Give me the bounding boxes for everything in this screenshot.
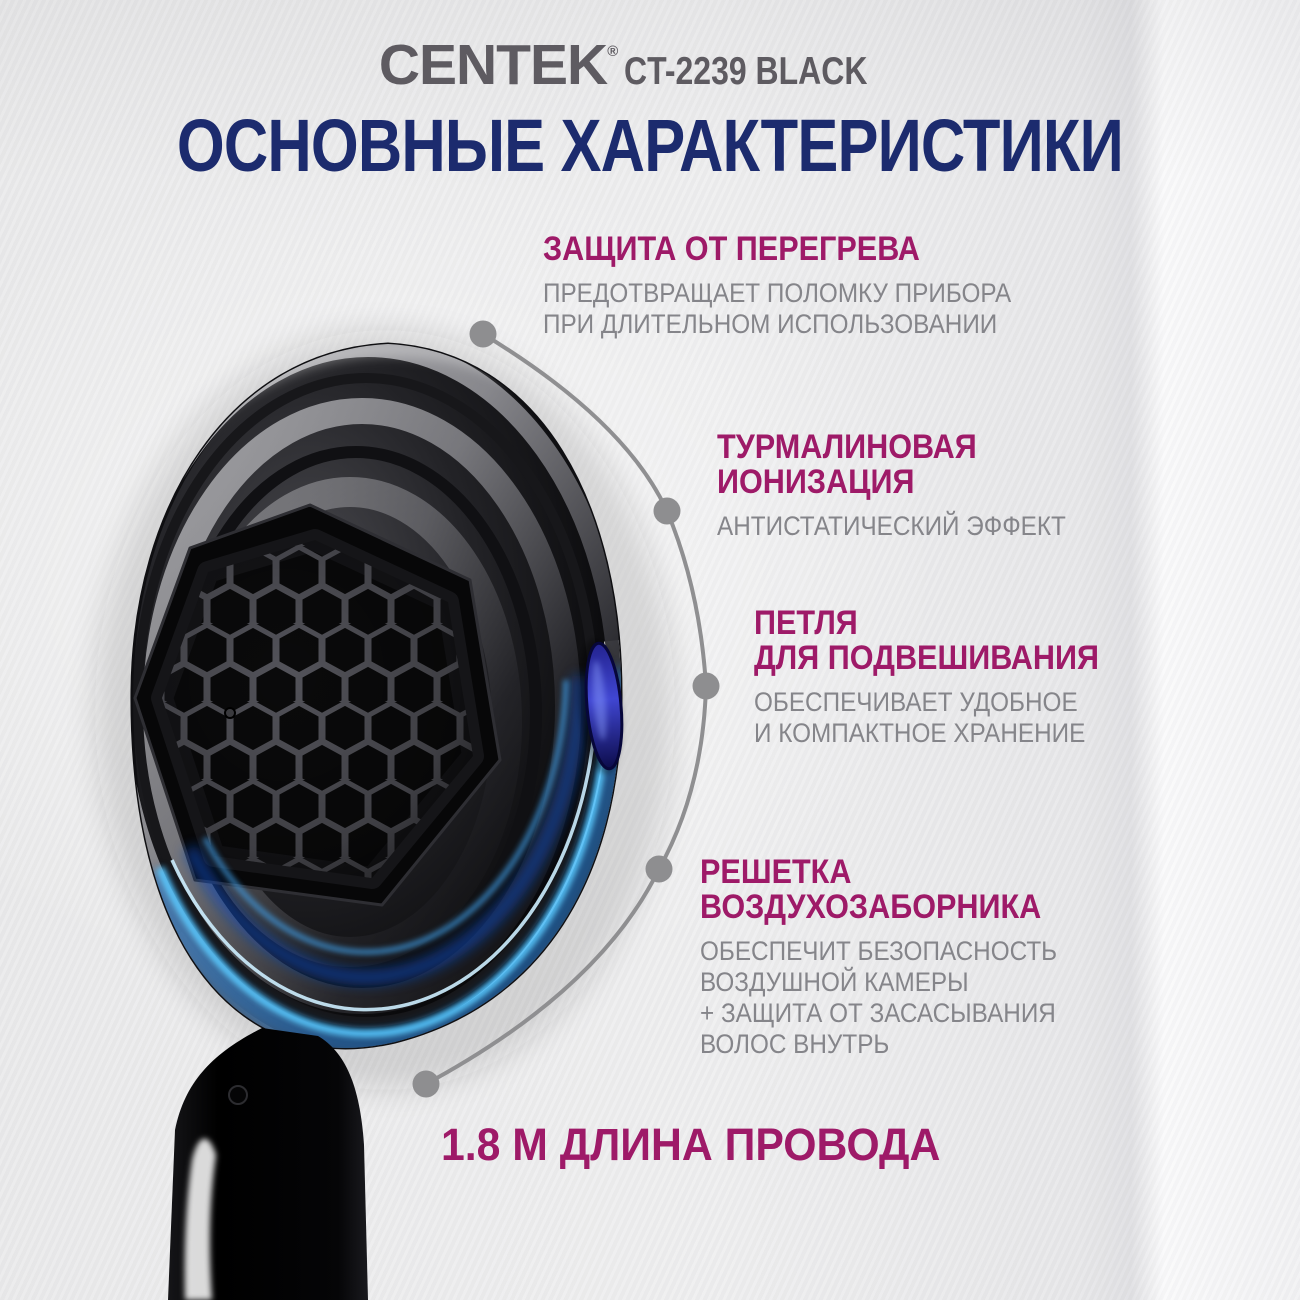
feature-title: ПЕТЛЯ ДЛЯ ПОДВЕШИВАНИЯ [754, 604, 1099, 677]
feature-tourmaline-ionization [717, 430, 1066, 542]
feature-desc: ОБЕСПЕЧИВАЕТ УДОБНОЕ И КОМПАКТНОЕ ХРАНЕНИЕ [754, 687, 1086, 748]
feature-title: ЗАЩИТА ОТ ПЕРЕГРЕВА [543, 230, 920, 268]
air-intake-grille [162, 540, 473, 878]
feature-desc: ПРЕДОТВРАЩАЕТ ПОЛОМКУ ПРИБОРА ПРИ ДЛИТЕЛЬНОМ ИСПОЛЬЗОВАНИИ [543, 278, 1012, 339]
grille-screw [225, 708, 235, 718]
registered-trademark-icon: ® [607, 43, 619, 60]
dryer-handle [168, 1028, 368, 1300]
feature-title: РЕШЕТКА ВОЗДУХОЗАБОРНИКА [700, 853, 1042, 926]
connector-dot-3 [693, 673, 720, 700]
feature-overheat-protection [543, 232, 1011, 340]
brand-row [0, 16, 1300, 116]
connector-dot-4 [646, 856, 673, 883]
feature-desc: ОБЕСПЕЧИТ БЕЗОПАСНОСТЬ ВОЗДУШНОЙ КАМЕРЫ + ЗАЩИТА ОТ ЗАСАСЫВАНИЯ ВОЛОС ВНУТРЬ [700, 936, 1058, 1059]
feature-hanging-loop [754, 606, 1099, 749]
connector-dot-1 [470, 321, 497, 348]
feature-air-intake-grille [700, 855, 1057, 1060]
connector-dot-2 [654, 498, 681, 525]
feature-title: ТУРМАЛИНОВАЯ ИОНИЗАЦИЯ [717, 428, 977, 501]
cord-length-feature: 1.8 М ДЛИНА ПРОВОДА [441, 1119, 941, 1170]
handle-screw [229, 1086, 247, 1104]
feature-desc: АНТИСТАТИЧЕСКИЙ ЭФФЕКТ [717, 511, 1066, 541]
connector-dot-5 [413, 1071, 440, 1098]
model-label: CT-2239 BLACK [624, 50, 868, 93]
brand-logo: CENTEK [378, 33, 608, 97]
page-title: ОСНОВНЫЕ ХАРАКТЕРИСТИКИ [176, 104, 1124, 187]
